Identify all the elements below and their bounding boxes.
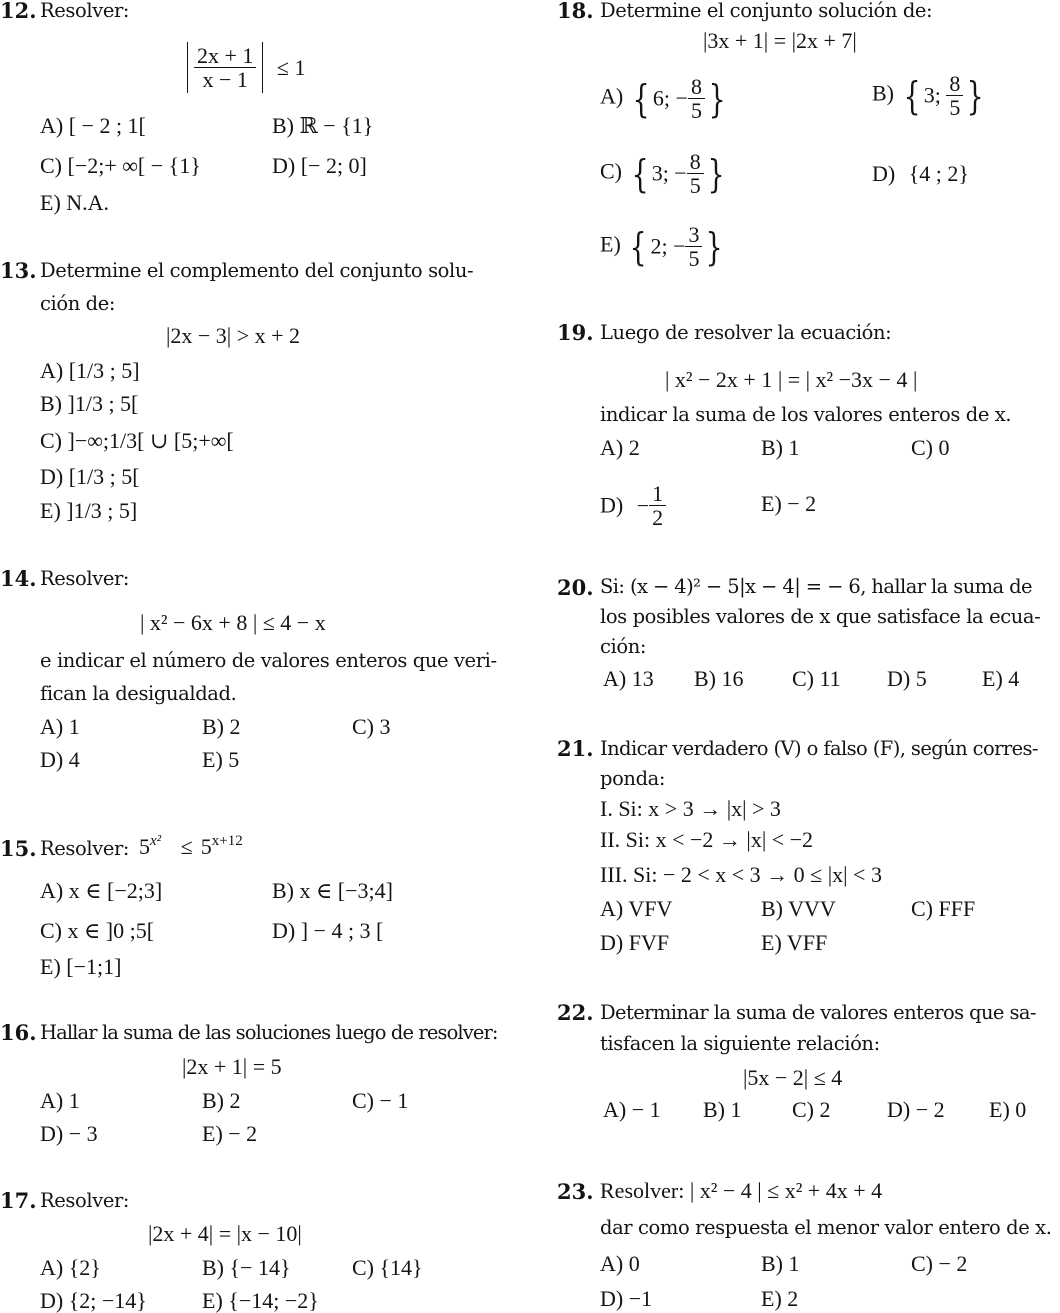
equation: |2x + 4| = |x − 10| (148, 1221, 302, 1246)
question-number: 23. (557, 1179, 594, 1204)
question-prompt: Determine el complemento del conjunto solu- (40, 259, 474, 282)
left-brace: { (632, 76, 650, 121)
option-e[interactable]: E) 0 (989, 1097, 1027, 1122)
option-a[interactable]: A) 13 (603, 666, 654, 691)
equation: |5x − 2| ≤ 4 (743, 1065, 843, 1090)
option-label: E) (600, 231, 621, 257)
equation: |2x − 3| > x + 2 (166, 323, 301, 348)
option-c[interactable]: C) 0 (911, 435, 950, 460)
relation: ≤ (180, 834, 193, 859)
option-e[interactable]: E) 2 (761, 1286, 799, 1311)
set-prefix: 3; − (651, 160, 687, 186)
option-label: B) (872, 80, 894, 106)
option-a[interactable]: A) [ − 2 ; 1[ (40, 113, 146, 138)
question-followup: dar como respuesta el menor valor entero de x. (600, 1216, 1052, 1239)
left-brace: { (629, 224, 647, 269)
option-b[interactable]: B) {− 14} (202, 1255, 291, 1280)
exponent: x² (150, 833, 162, 849)
question-prompt-cont: ción: (600, 635, 647, 658)
equation: | x² − 2x + 1 | = | x² −3x − 4 | (665, 367, 918, 392)
statement-1: I. Si: x > 3 → |x| > 3 (600, 796, 781, 821)
right-brace: } (966, 73, 984, 118)
question-number: 18. (557, 0, 594, 23)
question-followup-cont: fican la desigualdad. (40, 682, 237, 705)
option-e[interactable]: E) 4 (982, 666, 1020, 691)
option-a[interactable]: A) VFV (600, 896, 673, 921)
question-prompt: Hallar la suma de las soluciones luego de resolver: (40, 1021, 498, 1044)
option-c[interactable]: C) − 1 (352, 1088, 409, 1113)
question-number: 20. (557, 575, 594, 600)
option-c[interactable]: C) 2 (792, 1097, 831, 1122)
question-prompt: Determinar la suma de valores enteros que sa- (600, 1001, 1036, 1024)
option-e[interactable]: E) {−14; −2} (202, 1288, 319, 1313)
fraction-numerator: 1 (649, 482, 666, 506)
option-c[interactable]: C) [−2;+ ∞[ − {1} (40, 153, 201, 178)
left-brace: { (631, 151, 649, 196)
option-b[interactable]: B) 2 (202, 1088, 241, 1113)
question-prompt: Resolver: | x² − 4 | ≤ x² + 4x + 4 (600, 1178, 883, 1203)
equation (139, 833, 243, 859)
option-a[interactable]: A) 0 (600, 1251, 640, 1276)
fraction-denominator: 5 (689, 173, 701, 199)
option-c[interactable]: C) 3 (352, 714, 391, 739)
question-prompt: Determine el conjunto solución de: (600, 0, 933, 22)
question-number: 22. (557, 1000, 594, 1025)
right-brace: } (707, 151, 725, 196)
option-b[interactable]: B) 1 (761, 435, 800, 460)
fraction-numerator: 8 (688, 75, 705, 99)
option-a[interactable]: A) 2 (600, 435, 640, 460)
fraction-denominator: x − 1 (202, 67, 248, 93)
option-b[interactable]: B) 16 (694, 666, 744, 691)
fraction-denominator: 5 (690, 98, 702, 124)
base: 5 (139, 834, 150, 859)
option-b[interactable]: B) 2 (202, 714, 241, 739)
option-d[interactable]: D) ] − 4 ; 3 [ (272, 918, 384, 943)
question-prompt-cont: los posibles valores de x que satisface la ecua- (600, 605, 1041, 628)
question-prompt-cont: ponda: (600, 767, 666, 790)
question-number: 13. (0, 258, 37, 283)
option-d[interactable]: D) [1/3 ; 5[ (40, 464, 140, 489)
right-brace: } (706, 224, 724, 269)
option-value: {4 ; 2} (908, 161, 969, 186)
question-number: 12. (0, 0, 37, 23)
set-prefix: 6; − (652, 85, 688, 111)
option-d[interactable] (600, 482, 666, 529)
question-prompt-cont: tisfacen la siguiente relación: (600, 1032, 880, 1055)
option-b[interactable] (872, 72, 988, 119)
option-a[interactable]: A) x ∈ [−2;3] (40, 878, 163, 903)
statement-2: II. Si: x < −2 → |x| < −2 (600, 827, 814, 852)
minus-sign: − (636, 492, 650, 518)
statement-3: III. Si: − 2 < x < 3 → 0 ≤ |x| < 3 (600, 862, 882, 887)
fraction-numerator: 8 (687, 150, 704, 174)
option-e[interactable]: E) − 2 (761, 491, 817, 516)
question-number: 14. (0, 566, 37, 591)
fraction-numerator: 8 (946, 72, 963, 96)
option-d[interactable]: D) − 3 (40, 1121, 98, 1146)
question-followup: indicar la suma de los valores enteros de x. (600, 403, 1012, 426)
equation: | x² − 6x + 8 | ≤ 4 − x (140, 610, 326, 635)
fraction-denominator: 5 (688, 246, 700, 272)
question-number: 16. (0, 1020, 37, 1045)
question-followup: e indicar el número de valores enteros que veri- (40, 649, 497, 672)
right-brace: } (708, 76, 726, 121)
question-prompt: Resolver: (40, 837, 130, 860)
exponent: x+12 (211, 833, 243, 849)
option-c[interactable]: C) {14} (352, 1255, 423, 1280)
option-d[interactable]: D) {2; −14} (40, 1288, 147, 1313)
option-d[interactable]: D) − 2 (887, 1097, 945, 1122)
option-b[interactable]: B) ℝ − {1} (272, 113, 374, 138)
option-d[interactable]: D) 5 (887, 666, 927, 691)
option-d[interactable]: D) [− 2; 0] (272, 153, 367, 178)
option-c[interactable]: C) x ∈ ]0 ;5[ (40, 918, 155, 943)
set-prefix: 2; − (650, 233, 686, 259)
option-e[interactable]: E) [−1;1] (40, 954, 122, 979)
question-number: 21. (557, 736, 594, 761)
option-d[interactable] (872, 163, 969, 185)
fraction-denominator: 5 (949, 95, 961, 121)
option-c[interactable]: C) 11 (792, 666, 841, 691)
question-prompt-cont: ción de: (40, 292, 116, 315)
question-prompt: Si: (x − 4)² − 5|x − 4| = − 6, hallar la suma de (600, 575, 1033, 598)
equation (187, 42, 306, 93)
option-a[interactable]: A) [1/3 ; 5] (40, 358, 140, 383)
base: 5 (200, 834, 212, 859)
set-prefix: 3; (923, 82, 947, 108)
option-label: D) (600, 492, 624, 518)
option-c[interactable] (600, 150, 728, 197)
option-label: D) (872, 161, 896, 186)
option-b[interactable]: B) x ∈ [−3;4] (272, 878, 393, 903)
option-a[interactable]: A) − 1 (603, 1097, 661, 1122)
equation: |2x + 1| = 5 (182, 1054, 282, 1079)
fraction-numerator: 3 (685, 223, 702, 247)
option-d[interactable]: D) −1 (600, 1286, 653, 1311)
option-e[interactable]: E) 5 (202, 747, 240, 772)
option-label: C) (600, 158, 622, 184)
question-prompt: Resolver: (40, 1189, 130, 1212)
option-e[interactable]: E) N.A. (40, 190, 110, 215)
question-number: 19. (557, 320, 594, 345)
option-a[interactable]: A) 1 (40, 1088, 80, 1113)
option-c[interactable]: C) ]−∞;1/3[ ∪ [5;+∞[ (40, 428, 234, 453)
option-c[interactable]: C) FFF (911, 896, 976, 921)
option-e[interactable] (600, 223, 727, 270)
left-brace: { (903, 73, 921, 118)
option-a[interactable]: A) {2} (40, 1255, 101, 1280)
option-e[interactable]: E) ]1/3 ; 5] (40, 498, 138, 523)
relation: ≤ 1 (276, 54, 306, 80)
option-c[interactable]: C) − 2 (911, 1251, 968, 1276)
option-b[interactable]: B) 1 (703, 1097, 742, 1122)
fraction-denominator: 2 (652, 505, 664, 531)
question-number: 15. (0, 836, 37, 861)
fraction-numerator: 2x + 1 (194, 44, 256, 68)
equation: |3x + 1| = |2x + 7| (703, 28, 857, 53)
question-prompt: Resolver: (40, 0, 130, 22)
question-prompt: Indicar verdadero (V) o falso (F), según corres- (600, 737, 1038, 760)
option-d[interactable]: D) FVF (600, 930, 670, 955)
option-e[interactable]: E) − 2 (202, 1121, 258, 1146)
option-a[interactable]: A) 1 (40, 714, 80, 739)
option-a[interactable] (600, 75, 729, 122)
option-e[interactable]: E) VFF (761, 930, 828, 955)
question-prompt: Resolver: (40, 567, 130, 590)
option-b[interactable]: B) 1 (761, 1251, 800, 1276)
question-number: 17. (0, 1188, 37, 1213)
question-prompt: Luego de resolver la ecuación: (600, 321, 892, 344)
option-d[interactable]: D) 4 (40, 747, 80, 772)
option-b[interactable]: B) ]1/3 ; 5[ (40, 391, 139, 416)
option-label: A) (600, 83, 624, 109)
option-b[interactable]: B) VVV (761, 896, 836, 921)
